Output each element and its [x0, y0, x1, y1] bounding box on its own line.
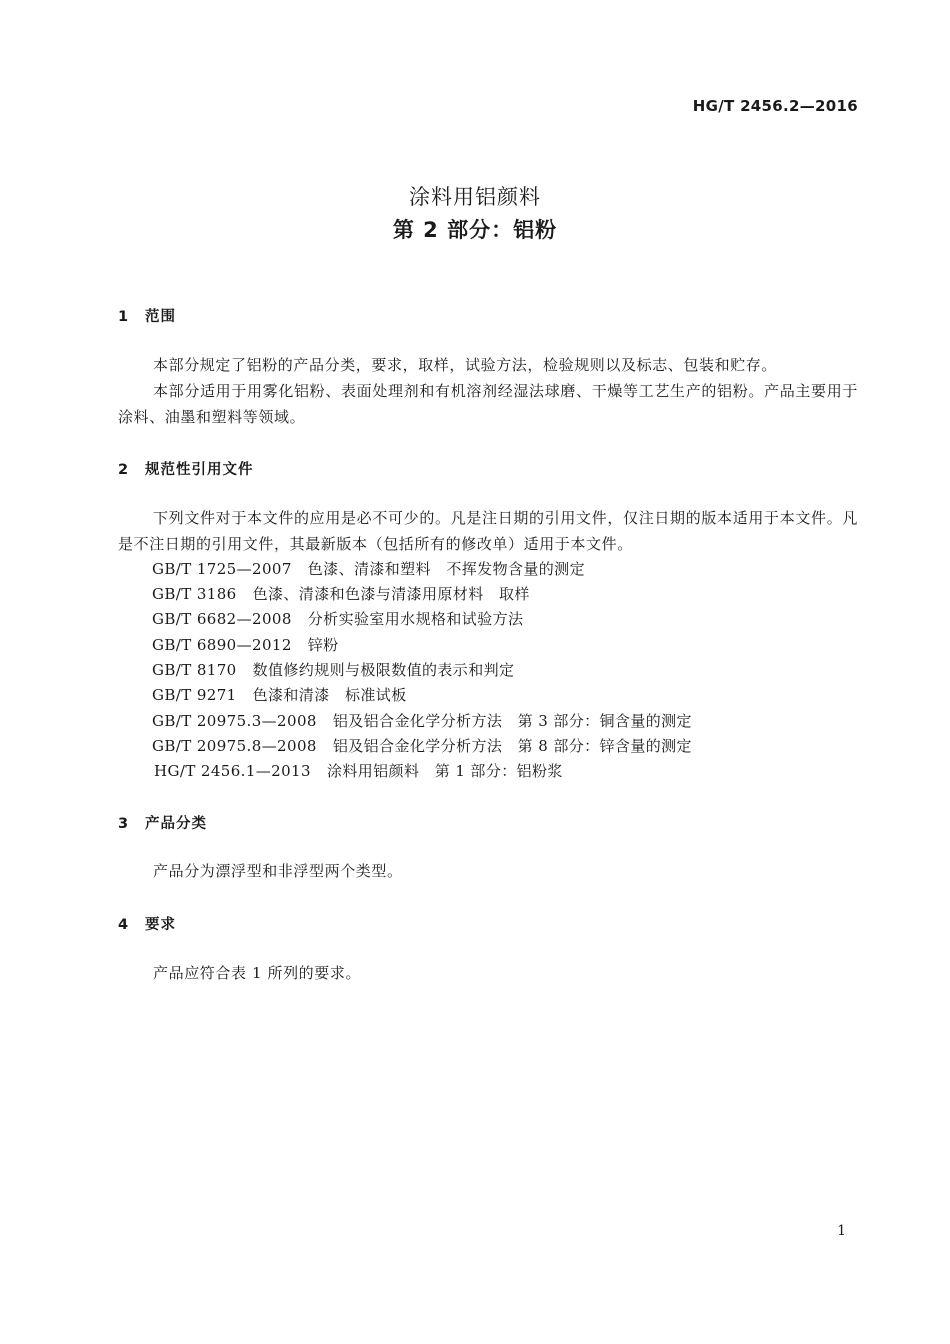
reference-item [152, 735, 692, 756]
reference-title: 数值修约规则与极限数值的表示和判定 [252, 661, 515, 679]
section-number: 3 [118, 816, 130, 832]
reference-item [152, 710, 692, 731]
reference-title: 色漆、清漆和塑料 不挥发物含量的测定 [307, 560, 585, 578]
requirements-text: 产品应符合表 1 所列的要求。 [153, 964, 362, 982]
reference-code: GB/T 8170 [152, 661, 237, 679]
reference-code: GB/T 6682—2008 [152, 610, 292, 628]
section-title: 规范性引用文件 [145, 462, 254, 478]
reference-title: 涂料用铝颜料 第 1 部分：铝粉浆 [326, 762, 563, 780]
reference-item [152, 608, 523, 629]
section-number: 2 [118, 462, 130, 478]
reference-item [152, 659, 514, 680]
scope-paragraph-1: 本部分规定了铝粉的产品分类，要求，取样，试验方法，检验规则以及标志、包装和贮存。 [153, 356, 778, 374]
page-number: 1 [837, 1223, 846, 1239]
reference-title: 色漆和清漆 标准试板 [252, 686, 407, 704]
section-number: 4 [118, 917, 130, 933]
reference-code: GB/T 9271 [152, 686, 237, 704]
classification-text: 产品分为漂浮型和非浮型两个类型。 [153, 862, 403, 880]
section-heading-requirements [118, 913, 176, 934]
section-heading-scope [118, 305, 176, 326]
section-number: 1 [118, 309, 130, 325]
section-heading-classification [118, 812, 207, 833]
scope-paragraph-2: 本部分适用于用雾化铝粉、表面处理剂和有机溶剂经湿法球磨、干燥等工艺生产的铝粉。产品主要用于涂料、油墨和塑料等领域。 [118, 382, 858, 426]
section-title: 要求 [145, 917, 176, 933]
reference-code: GB/T 3186 [152, 585, 237, 603]
reference-item [152, 558, 585, 579]
reference-item [152, 634, 339, 655]
reference-code: GB/T 20975.3—2008 [152, 712, 317, 730]
document-title: 涂料用铝颜料 [409, 185, 541, 209]
document-subtitle: 第 2 部分：铝粉 [392, 218, 558, 242]
reference-code: GB/T 6890—2012 [152, 636, 292, 654]
section-title: 范围 [145, 309, 176, 325]
section-title: 产品分类 [145, 816, 207, 832]
reference-code: GB/T 1725—2007 [152, 560, 292, 578]
standard-code: HG/T 2456.2—2016 [692, 97, 858, 115]
reference-code: HG/T 2456.1—2013 [154, 762, 311, 780]
references-intro: 下列文件对于本文件的应用是必不可少的。凡是注日期的引用文件，仅注日期的版本适用于本文件。凡是不注日期的引用文件，其最新版本（包括所有的修改单）适用于本文件。 [118, 509, 858, 553]
reference-title: 铝及铝合金化学分析方法 第 8 部分：锌含量的测定 [332, 737, 692, 755]
reference-item [152, 684, 407, 705]
reference-title: 铝及铝合金化学分析方法 第 3 部分：铜含量的测定 [332, 712, 692, 730]
reference-item [152, 583, 530, 604]
reference-item [154, 760, 563, 781]
reference-code: GB/T 20975.8—2008 [152, 737, 317, 755]
reference-title: 锌粉 [307, 636, 339, 654]
reference-title: 分析实验室用水规格和试验方法 [307, 610, 524, 628]
reference-title: 色漆、清漆和色漆与清漆用原材料 取样 [252, 585, 530, 603]
section-heading-normative-references [118, 458, 254, 479]
